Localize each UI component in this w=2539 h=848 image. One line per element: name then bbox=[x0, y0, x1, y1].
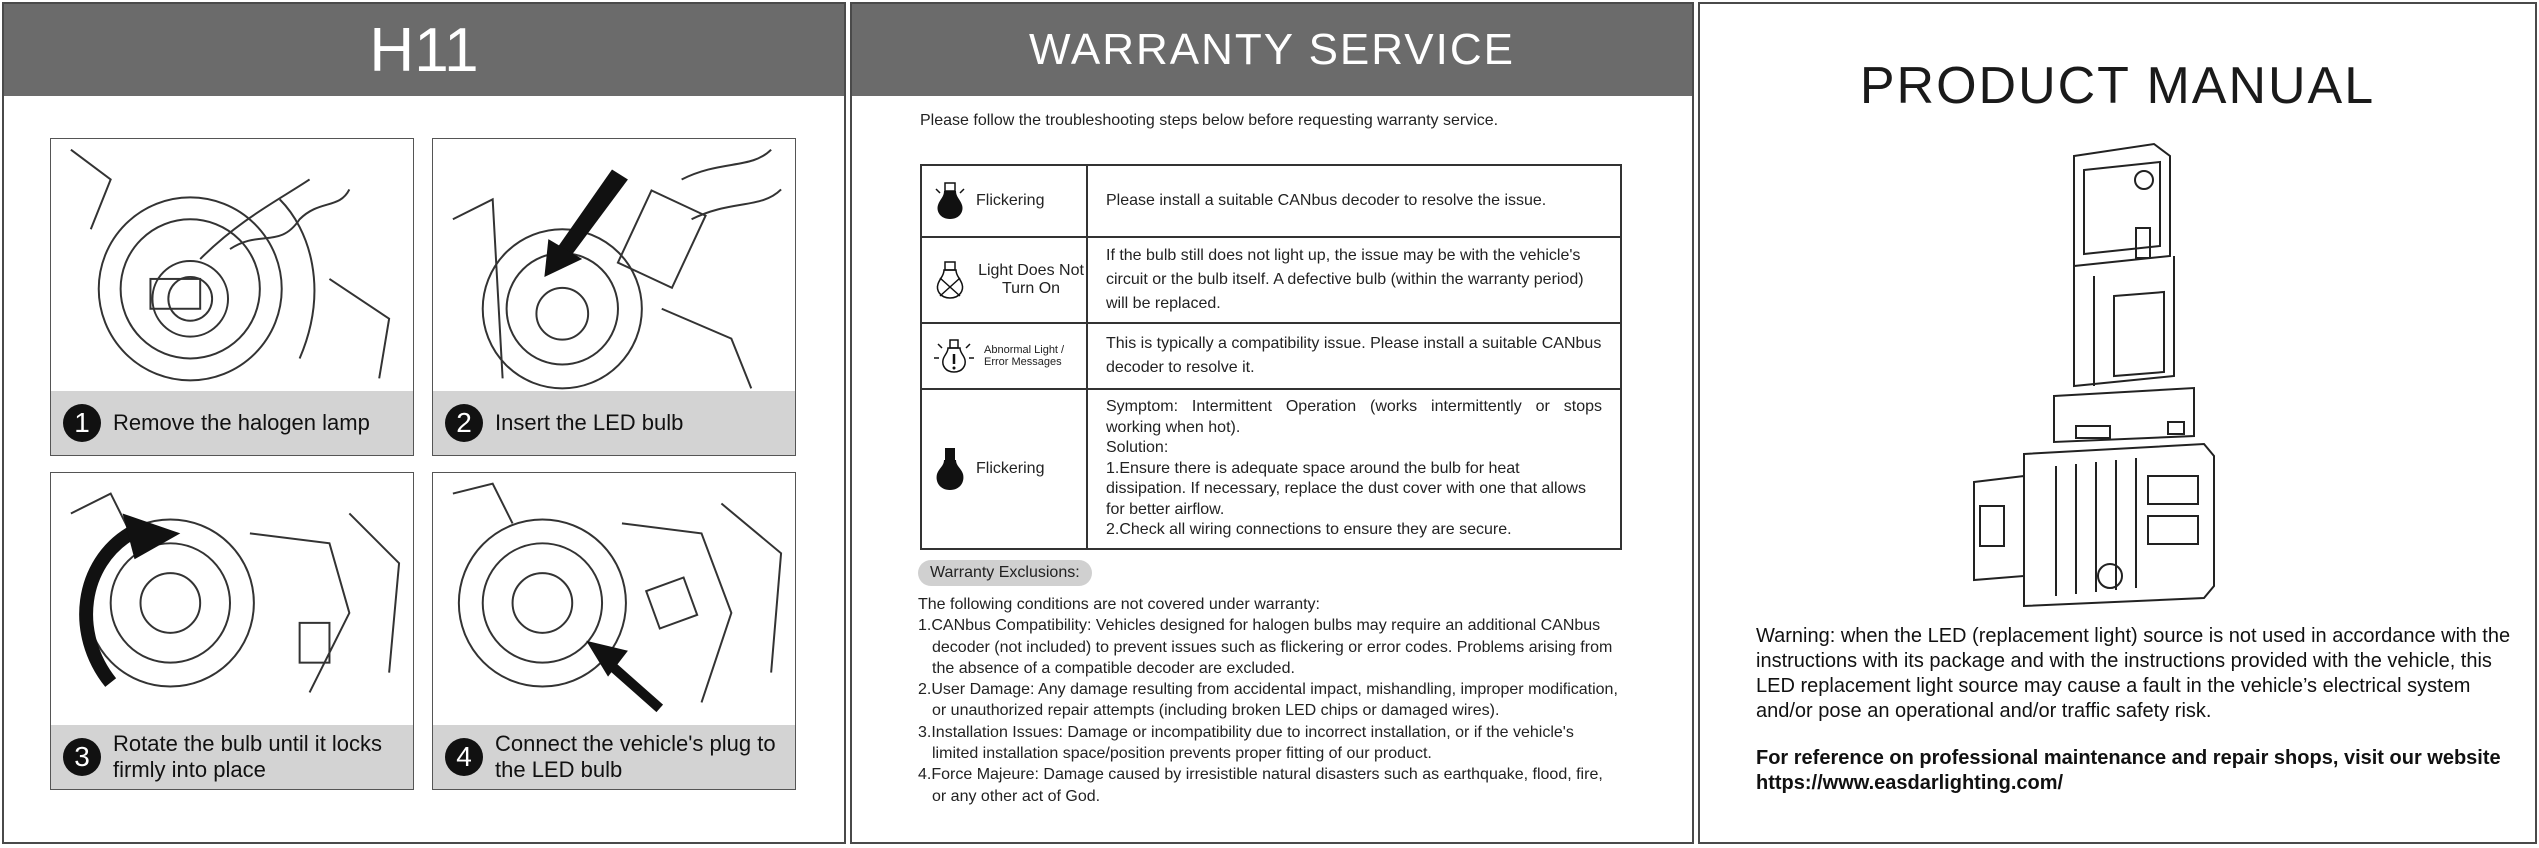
issue-label: Abnormal Light / Error Messages bbox=[984, 344, 1065, 368]
bulb-flicker-icon bbox=[932, 179, 968, 223]
troubleshooting-table bbox=[920, 164, 1622, 550]
rotate-bulb-illustration bbox=[51, 473, 413, 727]
reference-text: For reference on professional maintenance and repair shops, visit our website https://www.easdarlighting.com/ bbox=[1756, 747, 2501, 794]
remove-halogen-illustration bbox=[51, 139, 413, 393]
step-2-number: 2 bbox=[445, 404, 483, 442]
symptom-text: Symptom: Intermittent Operation (works intermittently or stops working when hot). bbox=[1106, 398, 1602, 436]
issue-cell bbox=[921, 165, 1087, 237]
warranty-panel bbox=[850, 2, 1694, 844]
step-4-caption bbox=[433, 725, 795, 789]
table-row bbox=[921, 237, 1621, 323]
insert-led-illustration bbox=[433, 139, 795, 393]
step-1-card bbox=[50, 138, 414, 456]
solution-cell: If the bulb still does not light up, the issue may be with the vehicle's circuit or the bulb itself. A defective bulb (within the warranty period) will be replaced. bbox=[1087, 237, 1621, 323]
solution-cell bbox=[1087, 389, 1621, 549]
solution-cell: This is typically a compatibility issue. Please install a suitable CANbus decoder to resolve it. bbox=[1087, 323, 1621, 389]
installation-panel bbox=[2, 2, 846, 844]
solution-label: Solution: bbox=[1106, 439, 1169, 457]
solution-step-1: 1.Ensure there is adequate space around the bulb for heat dissipation. If necessary, replace the dust cover with one that allows for better airflow. bbox=[1106, 459, 1586, 518]
step-4-card bbox=[432, 472, 796, 790]
step-1-caption bbox=[51, 391, 413, 455]
table-row bbox=[921, 323, 1621, 389]
warning-text: Warning: when the LED (replacement light) source is not used in accordance with the instructions with its package and with the instructions provided with the vehicle, this LED replacement light source may cause a fault in the vehicle’s electrical system and/or pose an operational and/or traffic safety risk. bbox=[1756, 625, 2511, 722]
list-item: 2.User Damage: Any damage resulting from accidental impact, mishandling, improper modification, or unauthorized repair attempts (including broken LED chips or damaged wires). bbox=[918, 681, 1618, 720]
step-4-text: Connect the vehicle's plug to the LED bulb bbox=[495, 731, 776, 782]
issue-cell bbox=[921, 237, 1087, 323]
step-1-text: Remove the halogen lamp bbox=[113, 410, 370, 435]
issue-label: Flickering bbox=[976, 460, 1045, 477]
solution-cell: Please install a suitable CANbus decoder to resolve the issue. bbox=[1087, 165, 1621, 237]
warranty-title: WARRANTY SERVICE bbox=[852, 4, 1692, 96]
step-3-number: 3 bbox=[63, 738, 101, 776]
issue-label: Light Does Not Turn On bbox=[978, 262, 1084, 297]
step-1-number: 1 bbox=[63, 404, 101, 442]
connect-plug-illustration bbox=[433, 473, 795, 727]
table-row bbox=[921, 165, 1621, 237]
bulb-warning-icon bbox=[932, 334, 976, 378]
bulb-off-icon bbox=[932, 258, 968, 302]
manual-title: PRODUCT MANUAL bbox=[1859, 57, 2376, 115]
step-2-caption bbox=[433, 391, 795, 455]
solution-step-2: 2.Check all wiring connections to ensure they are secure. bbox=[1106, 521, 1512, 539]
issue-cell bbox=[921, 323, 1087, 389]
table-row bbox=[921, 389, 1621, 549]
step-4-number: 4 bbox=[445, 738, 483, 776]
product-manual-panel bbox=[1698, 2, 2537, 844]
step-3-caption bbox=[51, 725, 413, 789]
list-item: 1.CANbus Compatibility: Vehicles designed for halogen bulbs may require an additional CANbus decoder (not included) to prevent issues such as flickering or error codes. Problems arising from the absence of a compatible decoder are excluded. bbox=[918, 617, 1613, 677]
step-3-text: Rotate the bulb until it locks firmly into place bbox=[113, 731, 383, 782]
step-3-card bbox=[50, 472, 414, 790]
exclusions-intro: The following conditions are not covered under warranty: bbox=[918, 596, 1320, 613]
led-bulb-illustration bbox=[1964, 136, 2264, 612]
installation-title: H11 bbox=[4, 4, 844, 96]
list-item: 3.Installation Issues: Damage or incompatibility due to incorrect installation, or if the vehicle's limited installation space/position prevents proper fitting of our product. bbox=[918, 723, 1574, 763]
exclusions-badge: Warranty Exclusions: bbox=[918, 560, 1092, 586]
issue-label: Flickering bbox=[976, 192, 1045, 209]
list-item: 4.Force Majeure: Damage caused by irresistible natural disasters such as earthquake, flood, fire, or any other act of God. bbox=[918, 766, 1603, 805]
exclusions-list bbox=[918, 594, 1618, 807]
bulb-filled-icon bbox=[932, 444, 968, 494]
warranty-intro: Please follow the troubleshooting steps below before requesting warranty service. bbox=[920, 112, 1499, 129]
step-2-text: Insert the LED bulb bbox=[495, 410, 684, 435]
step-2-card bbox=[432, 138, 796, 456]
issue-cell bbox=[921, 389, 1087, 549]
